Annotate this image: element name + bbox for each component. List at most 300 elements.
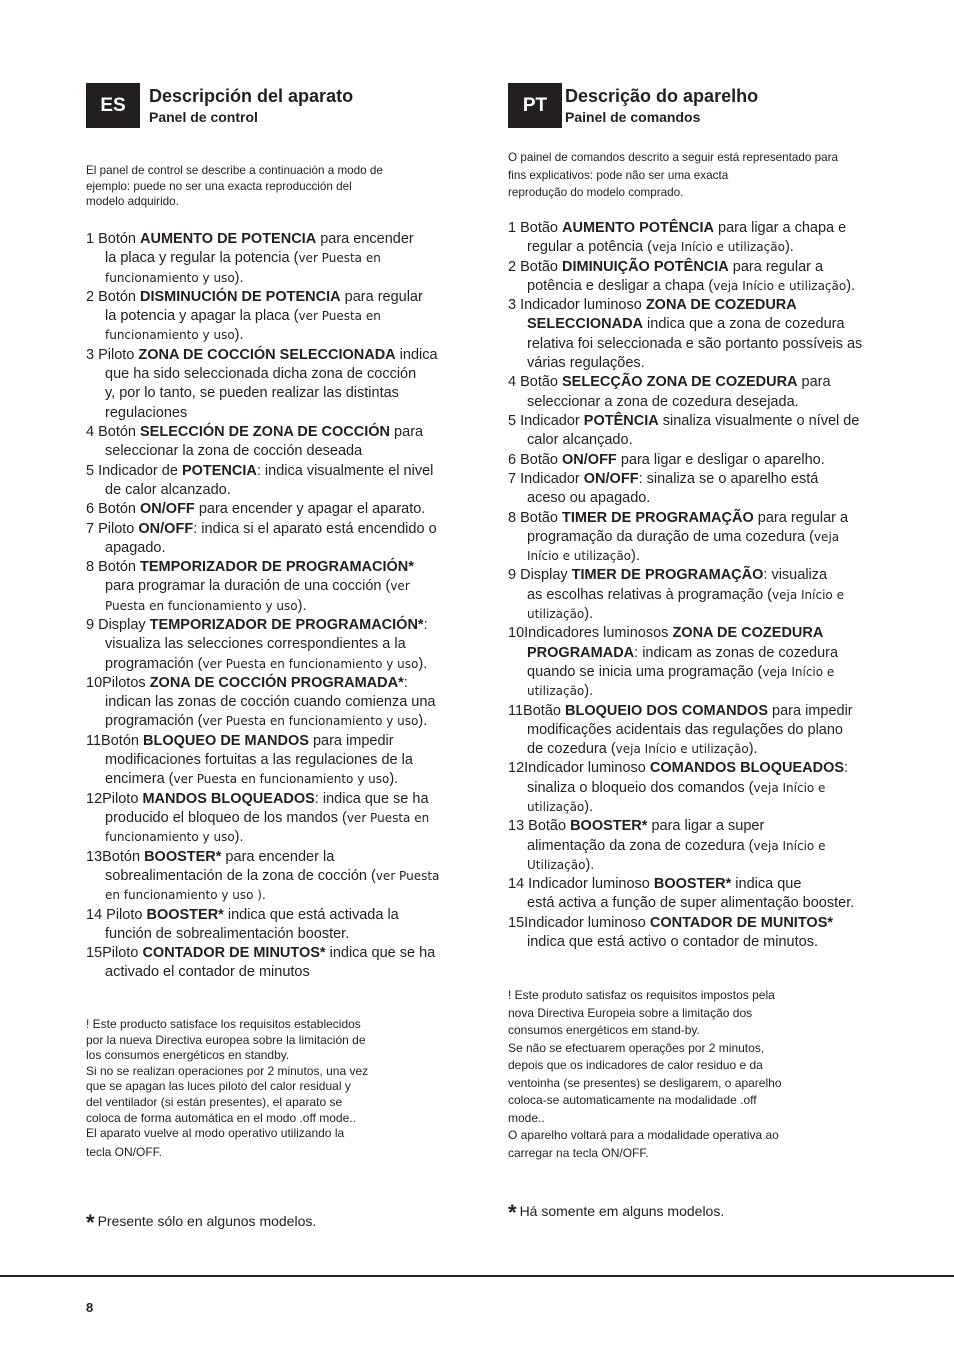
text-run: 6 Botão — [508, 451, 563, 468]
spanish-column — [86, 0, 476, 1350]
text-run: para regular — [340, 288, 423, 305]
text-run: 14 Indicador luminoso — [508, 876, 654, 893]
text-run: : — [403, 674, 408, 691]
list-item-line — [508, 258, 855, 277]
note-line: ! Este produto satisfaz os requisitos impostos pela — [508, 988, 775, 1002]
text-run: ). — [418, 713, 428, 730]
text-run: 11Botón — [86, 732, 143, 749]
text-run: 2 Botão — [508, 258, 563, 275]
text-run: 13 Botão — [508, 818, 571, 835]
text-run: veja Início e utilização — [713, 278, 847, 293]
text-run: 4 Botón — [86, 424, 141, 440]
list-item-line — [508, 373, 831, 392]
note-line: mode.. — [508, 1110, 545, 1125]
note-line: O aparelho voltará para a modalidade operativa ao — [508, 1128, 779, 1142]
note-line: que se apagan las luces piloto del calor residual y — [86, 1079, 351, 1094]
bold-term: COMANDOS BLOQUEADOS — [649, 760, 845, 777]
text-run: 9 Display — [86, 617, 150, 633]
text-run: modificaciones fortuitas a las regulaciones de la — [105, 752, 413, 769]
list-item-line — [86, 326, 423, 345]
text-run: para impedir — [768, 702, 853, 719]
text-run: utilização — [527, 684, 585, 699]
bold-term: MANDOS BLOQUEADOS — [142, 790, 315, 807]
list-item-line — [508, 856, 825, 875]
list-item-line — [86, 732, 413, 751]
text-run: várias regulações. — [527, 355, 645, 372]
list-item-line — [86, 635, 428, 654]
note-line: El aparato vuelve al modo operativo utilizando la — [86, 1126, 345, 1141]
text-run: ). — [234, 327, 244, 344]
list-item-line — [86, 925, 399, 944]
list-item-line — [86, 616, 428, 635]
control-list-item — [86, 288, 423, 346]
text-run: indican las zonas de cocción cuando comienza una — [105, 694, 436, 711]
list-item-line — [86, 655, 428, 674]
note-line: carregar na tecla ON/OFF. — [508, 1145, 649, 1160]
text-run: veja Início e — [753, 838, 826, 853]
text-run: calor alcançado. — [527, 432, 633, 449]
control-list-item — [508, 258, 855, 297]
intro-line: El panel de control se describe a continuación a modo de — [86, 164, 383, 177]
list-item-line — [508, 605, 844, 624]
list-item-line — [508, 644, 838, 663]
text-run: veja — [813, 529, 840, 544]
text-run: ver Puesta en — [298, 251, 381, 266]
footnote-asterisk: * — [86, 1210, 95, 1235]
text-run: para ligar a super — [647, 818, 765, 835]
footnote-asterisk: * — [508, 1200, 517, 1225]
text-run: 4 Botão — [508, 374, 563, 391]
bold-term: DISMINUCIÓN DE POTENCIA — [140, 288, 341, 305]
list-item-line — [508, 528, 848, 547]
section-title-pt: Descrição do aparelho — [565, 86, 759, 106]
text-run: veja Início e utilização — [615, 742, 749, 757]
control-list-item — [508, 373, 831, 412]
text-run: sinaliza visualmente o nível de — [658, 413, 860, 429]
text-run: ). — [584, 683, 594, 700]
list-item-line — [86, 712, 436, 731]
text-run: sinaliza o bloqueio dos comandos ( — [527, 779, 754, 796]
note-line: Si no se realizan operaciones por 2 minutos, una vez — [86, 1063, 369, 1078]
list-item-line — [86, 906, 399, 925]
text-run: 7 Indicador — [508, 470, 584, 487]
list-item-line — [508, 219, 846, 238]
list-item-line — [508, 335, 862, 354]
intro-text-pt — [508, 149, 843, 202]
bold-term: PROGRAMADA — [527, 644, 635, 661]
list-item-line — [508, 451, 825, 470]
list-item-line — [86, 442, 423, 461]
list-item-line — [508, 740, 853, 759]
control-list-item — [508, 914, 833, 953]
text-run: 8 Botón — [86, 559, 141, 576]
text-run: 14 Piloto — [86, 906, 147, 923]
list-item-line — [86, 384, 438, 403]
text-run: ). — [584, 605, 594, 622]
list-item-line — [86, 249, 414, 268]
page-number: 8 — [86, 1300, 94, 1315]
list-item-line — [86, 674, 436, 693]
text-run: ). — [234, 829, 244, 846]
text-run: : sinaliza se o aparelho está — [638, 470, 819, 487]
text-run: : indica visualmente el nivel — [256, 462, 434, 479]
text-run: ). — [389, 771, 399, 788]
list-item-line — [86, 867, 439, 886]
text-run: para encender y apagar el aparato. — [194, 501, 426, 518]
text-run: funcionamiento y uso — [105, 830, 235, 845]
note-line: por la nueva Directiva europea sobre la limitación de — [86, 1032, 366, 1047]
text-run: ). — [846, 277, 856, 294]
text-run: que ha sido seleccionada dicha zona de cocción — [105, 366, 417, 383]
language-badge-es: ES — [86, 83, 140, 128]
text-run: programação da duração de uma cozedura ( — [527, 528, 814, 545]
text-run: regulaciones — [105, 404, 188, 421]
text-run: función de sobrealimentación booster. — [105, 925, 350, 942]
bold-term: BLOQUEIO DOS COMANDOS — [564, 702, 768, 719]
control-list-item — [86, 462, 433, 501]
text-run: para — [797, 374, 831, 391]
text-run: indica que está activada la — [223, 906, 399, 923]
list-item-line — [86, 462, 433, 481]
bold-term: ZONA DE COZEDURA — [672, 625, 824, 642]
text-run: para programar la duración de una cocción ( — [105, 578, 391, 595]
text-run: para — [390, 424, 424, 440]
list-item-line — [508, 470, 818, 489]
intro-line: O painel de comandos descrito a seguir está representado para — [508, 151, 839, 164]
intro-line: ejemplo: puede no ser una exacta reproducción del — [86, 179, 352, 193]
bold-term: TIMER DE PROGRAMAÇÃO — [562, 509, 754, 526]
bold-term: CONTADOR DE MINUTOS* — [142, 945, 326, 962]
text-run: y, por lo tanto, se pueden realizar las distintas — [105, 385, 399, 402]
text-run: ver — [390, 579, 410, 594]
bold-term: SELECÇÃO ZONA DE COZEDURA — [562, 374, 798, 391]
footnote-es — [86, 1210, 316, 1236]
bold-term: POTÊNCIA — [583, 413, 659, 429]
note-line: coloca de forma automática en el modo .off mode.. — [86, 1110, 356, 1125]
bold-term: BOOSTER* — [146, 906, 224, 923]
text-run: veja Início e — [753, 780, 826, 795]
text-run: encimera ( — [105, 771, 174, 788]
text-run: está activa a função de super alimentação booster. — [527, 895, 855, 912]
list-item-line — [86, 346, 438, 365]
text-run: apagado. — [105, 539, 166, 556]
list-item-line — [86, 481, 433, 500]
bold-term: SELECCIONADA — [527, 316, 644, 333]
text-run: 7 Piloto — [86, 520, 139, 537]
note-line: ventoinha (se presentes) se desligarem, o aparelho — [508, 1075, 782, 1090]
control-list-item — [86, 520, 437, 559]
list-item-line — [508, 315, 862, 334]
list-item-line — [508, 509, 848, 528]
text-run: potência e desligar a chapa ( — [527, 277, 714, 294]
note-line: ! Este producto satisface los requisitos establecidos — [86, 1017, 361, 1031]
bold-term: ON/OFF — [138, 520, 194, 537]
text-run: ver Puesta en funcionamiento y uso — [173, 772, 390, 787]
text-run: para encender — [316, 231, 414, 247]
list-item-line — [86, 539, 437, 558]
list-item-line — [86, 751, 413, 770]
text-run: regular a potência ( — [527, 239, 652, 256]
list-item-line — [86, 269, 414, 288]
text-run: 15Piloto — [86, 945, 143, 962]
list-item-line — [86, 693, 436, 712]
section-subtitle-pt: Painel de comandos — [565, 109, 701, 125]
text-run: alimentação da zona de cozedura ( — [527, 837, 754, 854]
text-run: 3 Piloto — [86, 346, 139, 363]
list-item-line — [86, 828, 429, 847]
bold-term: ON/OFF — [140, 501, 195, 518]
text-run: para ligar e desligar o aparelho. — [616, 451, 825, 468]
text-run: ). — [418, 655, 428, 672]
bold-term: SELECCIÓN DE ZONA DE COCCIÓN — [140, 424, 391, 440]
list-item-line — [86, 307, 423, 326]
text-run: en funcionamiento y uso ). — [105, 888, 266, 903]
list-item-line — [86, 577, 414, 596]
list-item-line — [508, 837, 825, 856]
bold-term: BOOSTER* — [570, 818, 648, 835]
text-run: ). — [748, 741, 758, 758]
text-run: programación ( — [105, 713, 203, 730]
list-item-line — [86, 848, 439, 867]
list-item-line — [508, 431, 859, 450]
text-run: para encender la — [221, 848, 335, 865]
list-item-line — [508, 354, 862, 373]
bold-term: CONTADOR DE MUNITOS* — [649, 914, 834, 931]
energy-note-es — [86, 1017, 368, 1160]
control-list-item — [508, 875, 854, 914]
text-run: ver Puesta — [375, 868, 440, 883]
control-list-item — [86, 732, 413, 790]
language-badge-pt: PT — [508, 83, 562, 128]
energy-note-pt — [508, 987, 782, 1162]
text-run: ver Puesta en funcionamiento y uso — [202, 656, 419, 671]
bold-term: AUMENTO DE POTENCIA — [140, 231, 317, 247]
list-item-line — [508, 393, 831, 412]
text-run: as escolhas relativas à programação ( — [527, 586, 773, 603]
bold-term: BOOSTER* — [144, 848, 222, 865]
text-run: 1 Botón — [86, 231, 141, 247]
text-run: 10Indicadores luminosos — [508, 625, 673, 642]
list-item-line — [86, 500, 425, 519]
list-item-line — [508, 894, 854, 913]
text-run: sobrealimentación de la zona de cocción ( — [105, 867, 376, 884]
control-list-item — [86, 944, 435, 983]
text-run: quando se inicia uma programação ( — [527, 663, 763, 680]
list-item-line — [508, 238, 846, 257]
text-run: funcionamiento y uso — [105, 328, 235, 343]
text-run: seleccionar la zona de cocción deseada — [105, 443, 363, 460]
list-item-line — [86, 809, 429, 828]
list-item-line — [86, 365, 438, 384]
text-run: 15Indicador luminoso — [508, 914, 650, 931]
text-run: visualiza las selecciones correspondientes a la — [105, 636, 406, 653]
control-list-item — [86, 500, 425, 519]
control-list-item — [86, 674, 436, 732]
text-run: indica que — [731, 876, 802, 893]
text-run: 8 Botão — [508, 509, 563, 526]
text-run: indica que a zona de cozedura — [643, 316, 845, 333]
bold-term: DIMINUIÇÃO POTÊNCIA — [562, 258, 729, 275]
control-list-item — [508, 566, 844, 624]
portuguese-column — [508, 0, 894, 1350]
text-run: 3 Indicador luminoso — [508, 297, 646, 314]
control-list-item — [86, 616, 428, 674]
list-item-line — [86, 790, 429, 809]
text-run: ver Puesta en funcionamiento y uso — [202, 714, 419, 729]
footnote-text: Há somente em alguns modelos. — [519, 1203, 725, 1219]
text-run: 5 Indicador — [508, 413, 584, 429]
list-item-line — [508, 566, 844, 585]
text-run: para ligar a chapa e — [714, 220, 847, 236]
text-run: : — [844, 760, 849, 777]
list-item-line — [508, 682, 838, 701]
text-run: veja Início e utilização — [651, 240, 785, 255]
note-line: coloca-se automaticamente na modalidade .off — [508, 1093, 757, 1107]
list-item-line — [508, 277, 855, 296]
control-list-item — [86, 848, 439, 906]
footnote-text: Presente sólo en algunos modelos. — [97, 1213, 317, 1229]
list-item-line — [86, 944, 435, 963]
list-item-line — [508, 663, 838, 682]
text-run: veja Início e — [772, 587, 844, 602]
list-item-line — [508, 489, 818, 508]
bold-term: ON/OFF — [583, 470, 639, 487]
text-run: para impedir — [308, 732, 394, 749]
text-run: activado el contador de minutos — [105, 964, 310, 981]
text-run: : indicam as zonas de cozedura — [634, 644, 839, 661]
bold-term: ZONA DE COZEDURA — [645, 297, 797, 314]
list-item-line — [508, 296, 862, 315]
text-run: ). — [784, 239, 794, 256]
text-run: seleccionar a zona de cozedura desejada. — [527, 393, 799, 410]
control-list-item — [508, 759, 848, 817]
list-item-line — [86, 520, 437, 539]
bold-term: POTENCIA — [181, 462, 257, 479]
text-run: veja Início e — [762, 664, 835, 679]
text-run: modificações acidentais das regulações do plano — [527, 721, 843, 738]
intro-line: modelo adquirido. — [86, 195, 179, 209]
control-list-item — [508, 702, 853, 760]
list-item-line — [508, 914, 833, 933]
text-run: producido el bloqueo de los mandos ( — [105, 809, 347, 826]
control-list-item — [86, 346, 438, 423]
list-item-line — [508, 759, 848, 778]
text-run: Puesta en funcionamiento y uso — [105, 598, 298, 613]
text-run: ). — [234, 269, 244, 286]
text-run: : — [423, 617, 428, 633]
list-item-line — [508, 547, 848, 566]
list-item-line — [86, 404, 438, 423]
text-run: la placa y regular la potencia ( — [105, 250, 299, 267]
text-run: ). — [297, 597, 307, 614]
control-list-item — [508, 817, 825, 875]
bold-term: TEMPORIZADOR DE PROGRAMACIÓN* — [149, 617, 424, 633]
control-list-item — [86, 230, 414, 288]
list-item-line — [508, 412, 859, 431]
text-run: la potencia y apagar la placa ( — [105, 308, 299, 325]
text-run: ). — [584, 798, 594, 815]
bold-term: BOOSTER* — [653, 876, 732, 893]
list-item-line — [508, 779, 848, 798]
list-item-line — [86, 558, 414, 577]
text-run: para regular a — [753, 509, 849, 526]
text-run: funcionamiento y uso — [105, 270, 235, 285]
list-item-line — [508, 624, 838, 643]
text-run: indica que está activo o contador de minutos. — [527, 934, 818, 951]
bold-term: ON/OFF — [562, 451, 617, 468]
control-list-item — [508, 219, 846, 258]
bold-term: ZONA DE COCCIÓN SELECCIONADA — [138, 346, 396, 363]
footnote-pt — [508, 1200, 724, 1226]
control-list-item — [508, 451, 825, 470]
bold-term: TIMER DE PROGRAMAÇÃO — [571, 567, 764, 584]
note-line: tecla ON/OFF. — [86, 1144, 163, 1159]
note-line: consumos energéticos em stand-by. — [508, 1023, 700, 1037]
text-run: : indica que se ha — [314, 790, 429, 807]
note-line: nova Directiva Europeia sobre a limitação dos — [508, 1005, 753, 1020]
text-run: Início e utilização — [527, 549, 632, 564]
note-line: depois que os indicadores de calor residuo e da — [508, 1058, 763, 1072]
text-run: 1 Botão — [508, 220, 563, 236]
text-run: relativa foi seleccionada e são portanto possíveis as — [527, 335, 863, 352]
section-subtitle-es: Panel de control — [149, 109, 258, 125]
list-item-line — [508, 586, 844, 605]
list-item-line — [508, 798, 848, 817]
text-run: ). — [585, 856, 595, 873]
text-run: 10Pilotos — [86, 674, 150, 691]
list-item-line — [86, 288, 423, 307]
text-run: 12Piloto — [86, 790, 143, 807]
list-item-line — [86, 770, 413, 789]
text-run: utilização — [527, 606, 585, 621]
note-line: del ventilador (si están presentes), el aparato se — [86, 1094, 343, 1109]
section-title-es: Descripción del aparato — [149, 86, 354, 106]
list-item-line — [508, 817, 825, 836]
text-run: de cozedura ( — [527, 741, 616, 758]
control-list-item — [86, 423, 423, 462]
text-run: programación ( — [105, 655, 203, 672]
text-run: indica que se ha — [325, 945, 436, 962]
text-run: ). — [631, 548, 640, 565]
text-run: de calor alcanzado. — [105, 481, 231, 498]
control-list-item — [508, 296, 862, 373]
note-line: Se não se efectuarem operações por 2 minutos, — [508, 1040, 765, 1055]
text-run: ver Puesta en — [346, 810, 430, 825]
list-item-line — [508, 875, 854, 894]
list-item-line — [86, 963, 435, 982]
control-list-item — [508, 412, 859, 451]
bold-term: ZONA DE COCCIÓN PROGRAMADA* — [149, 674, 404, 691]
text-run: para regular a — [728, 258, 824, 275]
text-run: 11Botão — [508, 702, 565, 719]
text-run: 13Botón — [86, 848, 145, 865]
text-run: indica — [395, 346, 438, 363]
bold-term: AUMENTO POTÊNCIA — [562, 220, 715, 236]
intro-line: reprodução do modelo comprado. — [508, 186, 684, 199]
text-run: aceso ou apagado. — [527, 490, 651, 507]
list-item-line — [86, 230, 414, 249]
list-item-line — [508, 721, 853, 740]
text-run: 5 Indicador de — [86, 462, 182, 479]
text-run: 9 Display — [508, 567, 572, 584]
list-item-line — [86, 597, 414, 616]
intro-line: fins explicativos: pode não ser uma exacta — [508, 168, 729, 182]
list-item-line — [86, 886, 439, 905]
text-run: Utilização — [527, 857, 586, 872]
control-list-item — [86, 558, 414, 616]
control-list-item — [86, 790, 429, 848]
control-list-item — [508, 470, 818, 509]
